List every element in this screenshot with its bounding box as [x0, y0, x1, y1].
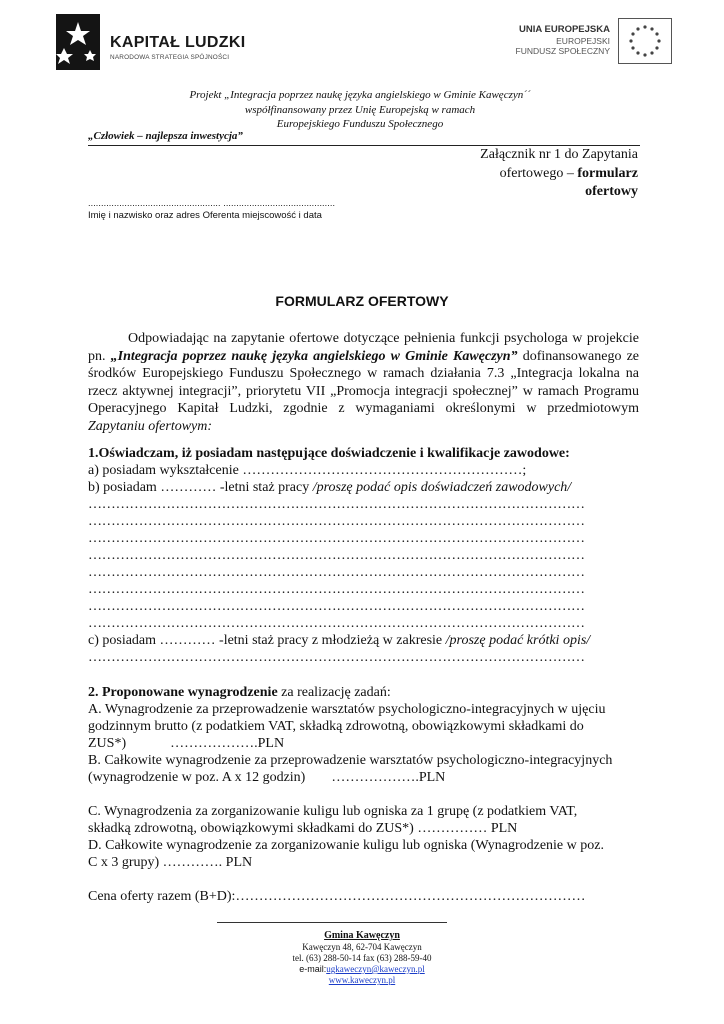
total-price-field[interactable]: Cena oferty razem (B+D):………………………………………………………………… [88, 889, 586, 904]
experience-hint: /proszę podać opis doświadczeń zawodowych/ [312, 480, 572, 495]
attachment-line3 [480, 183, 638, 202]
footer [0, 929, 724, 986]
footer-phone: tel. (63) 288-50-14 fax (63) 288-59-40 [292, 953, 432, 963]
youth-experience-hint: /proszę podać krótki opis/ [445, 633, 591, 648]
project-line: Projekt „Integracja poprzez naukę języka angielskiego w Gminie Kawęczyn´´ [189, 89, 531, 101]
footer-www-link[interactable]: www.kaweczyn.pl [328, 975, 396, 985]
footer-email-link[interactable]: ugkaweczyn@kaweczyn.pl [326, 964, 425, 974]
kapital-ludzki-logo [56, 14, 256, 74]
intro-project-name: „Integracja poprzez naukę języka angielskiego w Gminie Kawęczyn” [110, 348, 518, 364]
kapital-ludzki-subtitle: NARODOWA STRATEGIA SPÓJNOŚCI [110, 54, 230, 61]
item-c-line2[interactable]: składką zdrowotną, obowiązkowymi składkami do ZUS*) …………… PLN [88, 821, 518, 836]
eu-logo-line3: FUNDUSZ SPOŁECZNY [515, 46, 610, 56]
item-b-price-field[interactable]: ……………….PLN [331, 770, 446, 785]
experience-dot-line[interactable]: ……………………………………………………………………………………………… [88, 582, 585, 597]
eu-flag-icon [618, 18, 672, 64]
experience-dot-line[interactable]: ……………………………………………………………………………………………… [88, 514, 585, 529]
item-a-price-field[interactable]: ……………….PLN [170, 736, 285, 751]
item-d-line2[interactable]: C x 3 grupy) …………. PLN [88, 855, 253, 870]
intro-text-3: Zapytaniu ofertowym: [88, 418, 213, 434]
item-b-line1: B. Całkowite wynagrodzenie za przeprowadzenie warsztatów psychologiczno-integracyjnych [88, 753, 613, 768]
attachment-note [480, 146, 638, 202]
item-b-line2 [88, 769, 445, 786]
project-line: współfinansowany przez Unię Europejską w ramach [244, 103, 476, 116]
section-1-heading-text: 1.Oświadczam, iż posiadam następujące doświadczenie i kwalifikacje zawodowe: [88, 446, 570, 461]
eu-logo-line1: UNIA EUROPEJSKA [519, 24, 610, 35]
footer-www-row [0, 975, 724, 986]
project-line: Europejskiego Funduszu Społecznego [276, 118, 444, 130]
footer-email-label: e-mail: [299, 964, 327, 974]
signature-dots[interactable]: ................................................... ........................................... [88, 198, 336, 208]
youth-experience-label: c) posiadam ………… -letni staż pracy z młodzieżą w zakresie [88, 633, 446, 648]
attachment-line2-plain: ofertowego – [499, 165, 578, 181]
page-title: FORMULARZ OFERTOWY [275, 293, 449, 309]
item-b-label: (wynagrodzenie w poz. A x 12 godzin) [88, 770, 306, 785]
section-2-heading-bold: 2. Proponowane wynagrodzenie [88, 685, 278, 700]
slogan: „Człowiek – najlepsza inwestycja” [88, 130, 243, 142]
experience-dot-line[interactable]: ……………………………………………………………………………………………… [88, 599, 585, 614]
education-field[interactable]: a) posiadam wykształcenie ……………………………………………………; [88, 463, 527, 478]
experience-dot-line[interactable]: ……………………………………………………………………………………………… [88, 616, 585, 631]
section-2-heading-rest: za realizację zadań: [277, 685, 391, 700]
eu-logo-line2: EUROPEJSKI [556, 36, 610, 46]
item-a-line3 [88, 735, 284, 752]
signature-label: Imię i nazwisko oraz adres Oferenta miejscowość i data [88, 210, 322, 221]
youth-experience-field[interactable] [88, 632, 590, 649]
experience-field[interactable] [88, 479, 571, 496]
experience-label: b) posiadam ………… -letni staż pracy [88, 480, 313, 495]
attachment-line2-bold: formularz [577, 165, 638, 181]
eu-logo-text [516, 24, 610, 56]
item-d-line1: D. Całkowite wynagrodzenie za zorganizowanie kuligu lub ogniska (Wynagrodzenie w poz. [88, 838, 604, 853]
item-a-line1: A. Wynagrodzenie za przeprowadzenie warsztatów psychologiczno-integracyjnych w ujęciu [88, 702, 606, 717]
attachment-line2 [480, 165, 638, 184]
item-a-zus: ZUS*) [88, 736, 127, 751]
youth-experience-dot-line[interactable]: ……………………………………………………………………………………………… [88, 650, 585, 665]
experience-dot-line[interactable]: ……………………………………………………………………………………………… [88, 565, 585, 580]
footer-email-row [0, 964, 724, 975]
footer-name: Gmina Kawęczyn [324, 930, 400, 941]
experience-dot-line[interactable]: ……………………………………………………………………………………………… [88, 531, 585, 546]
section-1-heading [88, 445, 570, 462]
footer-address: Kawęczyn 48, 62-704 Kawęczyn [302, 942, 422, 952]
footer-divider [217, 922, 447, 923]
kapital-ludzki-title: KAPITAŁ LUDZKI [110, 34, 246, 51]
experience-dot-line[interactable]: ……………………………………………………………………………………………… [88, 497, 585, 512]
attachment-line1: Załącznik nr 1 do Zapytania [480, 147, 638, 162]
item-a-line2: godzinnym brutto (z podatkiem VAT, składką zdrowotną, obowiązkowymi składkami do [88, 719, 584, 734]
kapital-ludzki-emblem-icon [56, 14, 100, 70]
intro-text-2: dofinansowanego ze środków Europejskiego Funduszu Społecznego w ramach działania 7.3 „Integracja lokalna na rzecz aktywnej integracji”, priorytetu VII „Promocja integracji społecznej” w ramach Programu Operacyjnego Kapitał Ludzki, zgodnie z wymaganiami określonymi w przedmiotowym [88, 348, 640, 417]
project-header [100, 88, 620, 132]
intro-paragraph [88, 330, 639, 436]
item-c-line1: C. Wynagrodzenia za zorganizowanie kuligu lub ogniska za 1 grupę (z podatkiem VAT, [88, 804, 578, 819]
section-2-heading [88, 684, 391, 701]
attachment-line3-bold: ofertowy [585, 184, 638, 199]
intro-text-1: Odpowiadając na zapytanie ofertowe dotyczące pełnienia funkcji psychologa w projekcie pn. [88, 331, 639, 364]
eu-logo [500, 18, 672, 68]
experience-dot-line[interactable]: ……………………………………………………………………………………………… [88, 548, 585, 563]
